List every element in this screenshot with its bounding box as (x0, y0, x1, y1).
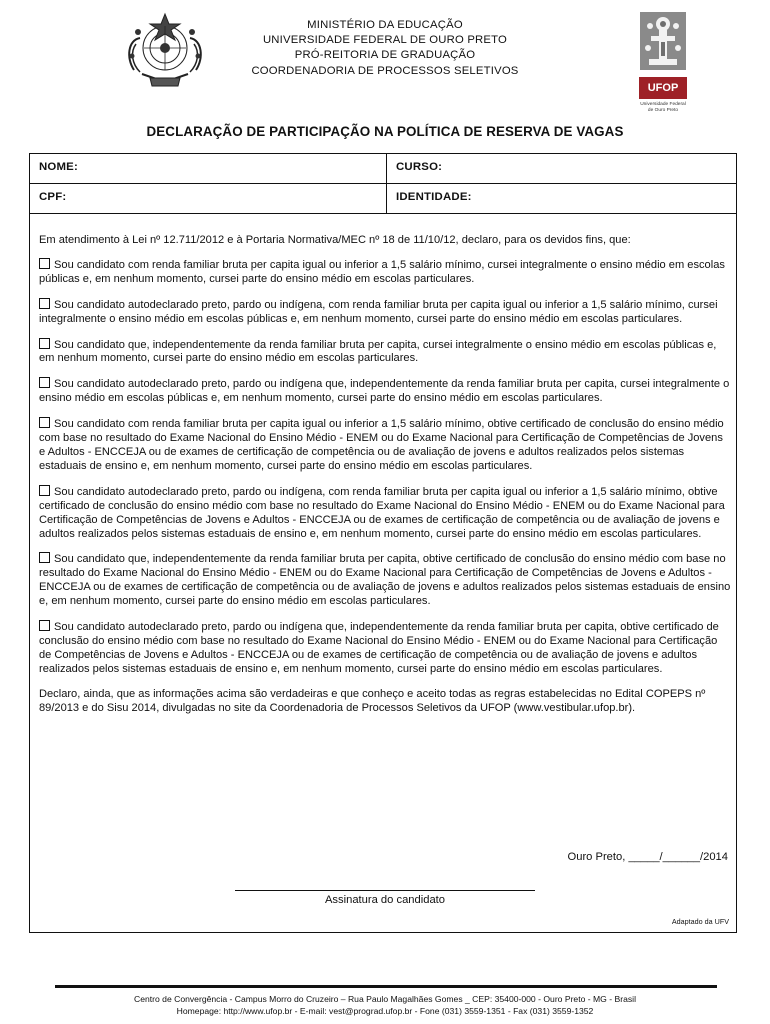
option-7 (39, 552, 731, 609)
identity-label: IDENTIDADE: (396, 191, 472, 203)
declaration-content (39, 234, 731, 727)
name-label: NOME: (39, 161, 78, 173)
option-6 (39, 485, 731, 542)
ufop-badge: UFOP (639, 77, 687, 99)
checkbox-option-3[interactable] (39, 338, 50, 349)
checkbox-option-2[interactable] (39, 298, 50, 309)
option-1 (39, 258, 731, 287)
option-2-text: Sou candidato autodeclarado preto, pardo ou indígena, com renda familiar bruta per capita igual ou inferior a 1,5 salário mínimo, cursei integralmente o ensino médio em escolas públicas e, em nenhum momento, cursei parte do ensino médio em escolas particulares. (39, 298, 718, 325)
final-declaration: Declaro, ainda, que as informações acima são verdadeiras e que conheço e aceito todas as regras estabelecidas no Edital COPEPS nº 89/2013 e do Sisu 2014, divulgadas no site da Coordenadoria de Processos Seletivos da UFOP (www.vestibular.ufop.br). (39, 687, 706, 714)
cpf-field[interactable] (30, 184, 387, 213)
signature-caption: Assinatura do candidato (324, 894, 446, 906)
ufop-logo-caption-line1: Universidade Federal (640, 102, 686, 107)
signature-line[interactable] (235, 890, 535, 891)
checkbox-option-4[interactable] (39, 377, 50, 388)
cpf-label: CPF: (39, 191, 67, 203)
option-8-text: Sou candidato autodeclarado preto, pardo ou indígena que, independentemente da renda familiar bruta per capita, obtive certificado de conclusão do ensino médio com base no resultado do Exame Nacional do Ensino Médio - ENEM ou do Exame Nacional para Certificação de Competências de Jovens e Adultos - ENCCEJA ou de exames de certificação de competência ou de avaliação de jovens e adultos realizados pelos sistemas estaduais de ensino e, em nenhum momento, cursei parte do ensino médio em escolas particulares. (39, 621, 719, 675)
identity-field[interactable] (387, 184, 737, 213)
option-1-text: Sou candidato com renda familiar bruta per capita igual ou inferior a 1,5 salário mínimo, cursei integralmente o ensino médio em escolas públicas e, em nenhum momento, cursei parte do ensino médio em escolas particulares. (39, 258, 725, 285)
ministry-line: MINISTÉRIO DA EDUCAÇÃO (307, 19, 463, 31)
option-3 (39, 338, 731, 367)
checkbox-option-7[interactable] (39, 552, 50, 563)
ufop-logo-caption (630, 102, 696, 114)
name-field[interactable] (30, 154, 387, 183)
option-8 (39, 620, 731, 677)
option-6-text: Sou candidato autodeclarado preto, pardo ou indígena, com renda familiar bruta per capita igual ou inferior a 1,5 salário mínimo, obtive certificado de conclusão do ensino médio com base no resultado do Exame Nacional do Ensino Médio - ENEM ou do Exame Nacional para Certificação de Competências de Jovens e Adultos - ENCCEJA ou de exames de certificação de competência ou de avaliação de jovens e adultos realizados pelos sistemas estaduais de ensino e, em nenhum momento, cursei parte do ensino médio em escolas particulares. (39, 485, 725, 540)
footer-divider (55, 985, 717, 988)
option-5 (39, 417, 731, 474)
name-course-row (30, 154, 736, 184)
page-header (0, 0, 770, 118)
option-2 (39, 298, 731, 327)
checkbox-option-6[interactable] (39, 485, 50, 496)
option-4-text: Sou candidato autodeclarado preto, pardo ou indígena que, independentemente da renda familiar bruta per capita, cursei integralmente o ensino médio em escolas públicas e, em nenhum momento, cursei parte do ensino médio em escolas particulares. (39, 378, 730, 405)
document-title: DECLARAÇÃO DE PARTICIPAÇÃO NA POLÍTICA DE RESERVA DE VAGAS (146, 124, 624, 139)
ufop-logo (636, 12, 690, 118)
option-4 (39, 377, 731, 406)
organization-heading (225, 18, 545, 79)
pro-rectory-line: PRÓ-REITORIA DE GRADUAÇÃO (294, 49, 476, 62)
ufop-logo-caption-line2: de Ouro Preto (647, 108, 679, 113)
cpf-identity-row (30, 184, 736, 214)
coordination-line: COORDENADORIA DE PROCESSOS SELETIVOS (251, 64, 519, 77)
option-5-text: Sou candidato com renda familiar bruta per capita igual ou inferior a 1,5 salário mínimo, obtive certificado de conclusão do ensino médio com base no resultado do Exame Nacional do Ensino Médio - ENEM ou do Exame Nacional para Certificação de Competências de Jovens e Adultos - ENCCEJA ou de exames de certificação de competência ou de avaliação de jovens e adultos realizados pelos sistemas estaduais de ensino e, em nenhum momento, cursei parte do ensino médio em escolas particulares. (39, 418, 724, 472)
checkbox-option-5[interactable] (39, 417, 50, 428)
checkbox-option-1[interactable] (39, 258, 50, 269)
intro-text: Em atendimento à Lei nº 12.711/2012 e à Portaria Normativa/MEC nº 18 de 11/10/12, declaro, para os devidos fins, que: (39, 234, 631, 246)
university-line: UNIVERSIDADE FEDERAL DE OURO PRETO (262, 34, 508, 47)
ufop-emblem-icon (640, 12, 686, 70)
option-3-text: Sou candidato que, independentemente da renda familiar bruta per capita, cursei integralmente o ensino médio em escolas públicas e, em nenhum momento, cursei parte do ensino médio em escolas particulares. (39, 338, 717, 365)
declaration-form (29, 153, 737, 933)
page-footer (0, 993, 770, 1017)
course-label: CURSO: (396, 161, 443, 173)
adapted-note: Adaptado da UFV (671, 917, 729, 926)
footer-address: Centro de Convergência - Campus Morro do Cruzeiro – Rua Paulo Magalhães Gomes _ CEP: 35400-000 - Ouro Preto - MG - Brasil (133, 994, 636, 1004)
course-field[interactable] (387, 154, 737, 183)
checkbox-option-8[interactable] (39, 620, 50, 631)
footer-contact: Homepage: http://www.ufop.br - E-mail: vest@prograd.ufop.br - Fone (031) 3559-1351 - Fax (031) 3559-1352 (176, 1006, 594, 1016)
option-7-text: Sou candidato que, independentemente da renda familiar bruta per capita, obtive certificado de conclusão do ensino médio com base no resultado do Exame Nacional do Ensino Médio - ENEM ou do Exame Nacional para Certificação de Competências de Jovens e Adultos - ENCCEJA ou de exames de certificação de competência ou de avaliação de jovens e adultos realizados pelos sistemas estaduais de ensino e, em nenhum momento, cursei parte do ensino médio em escolas particulares. (39, 553, 731, 608)
date-line[interactable]: Ouro Preto, _____/______/2014 (567, 851, 728, 863)
coat-of-arms-icon (120, 8, 210, 90)
